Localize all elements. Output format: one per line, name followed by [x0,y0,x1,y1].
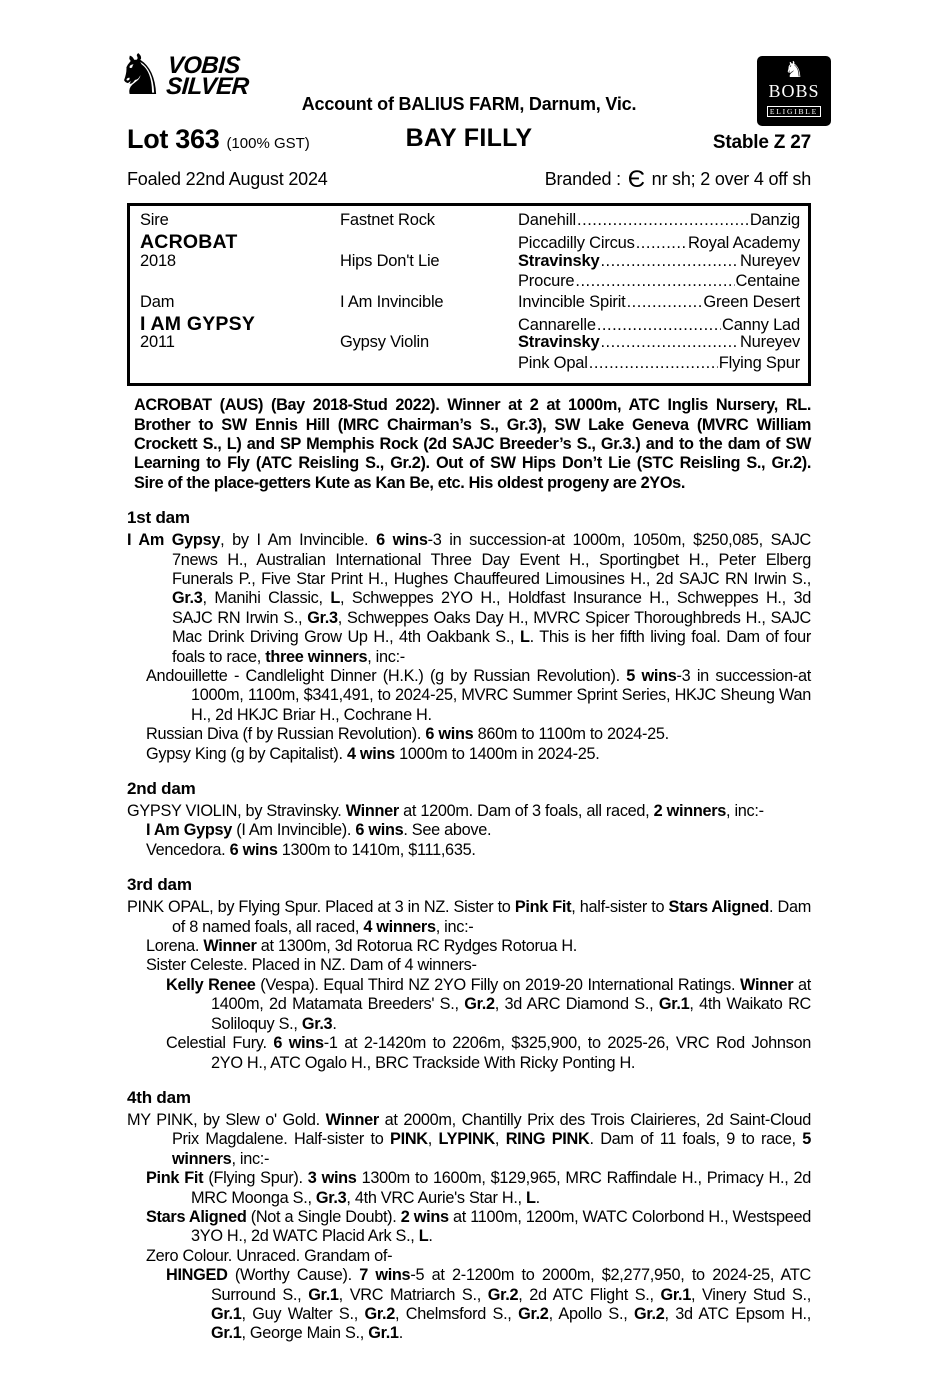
pedigree-label: 2011 [140,333,175,352]
text-segment: Gr.1 [211,1324,242,1343]
section-3rd-dam [127,875,811,1073]
foal-paragraph [146,667,811,725]
text-segment: , Schweppes Oaks Day H., MVRC Spicer Thoroughbreds H., SAJC Mac Drink Driving Grow Up H., 4th Oakbank S., [172,608,811,647]
branded-info [545,166,811,194]
pedigree-ancestry [518,211,800,230]
text-segment: , Schweppes 2YO H., Holdfast Insurance H., Schweppes H., 3d SAJC RN Irwin S., [172,589,811,627]
text-segment: , Chelmsford S., [394,1304,519,1323]
ancestor-sire: Danzig [749,211,800,229]
text-segment: , [494,1130,506,1149]
text-segment: 1300m to 1410m, $111,635. [277,840,476,859]
dam-name: I AM GYPSY [140,312,256,335]
text-segment: ACROBAT (AUS) (Bay 2018-Stud 2022). Winner at 2 at 1000m, ATC Inglis Nursery, RL. Brother to SW Ennis Hill (MRC Chairman’s S., Gr.3), SW Lake Geneva (MVRC William Crockett S., L) and SP Memphis Rock (2d SAJC Breeder’s S., Gr.3.) and to the dam of SW Learning to Fly (ATC Reisling S., Gr.2). Out of SW Hips Don’t Lie (STC Reisling S., Gr.2). Sire of the place-getters Kute as Kan Be, etc. His oldest progeny are 2YOs. [134,396,811,492]
dot-leader [600,252,738,271]
text-segment: I Am Gypsy [146,821,232,840]
pedigree-parent: Gypsy Violin [340,333,430,352]
text-segment: I Am Gypsy [127,531,221,550]
section-heading: 1st dam [127,508,190,528]
dot-leader [597,316,721,335]
vobis-logo-line2: SILVER [165,73,250,100]
pedigree-label: Dam [140,292,175,311]
text-segment: Winner [325,1110,379,1129]
pedigree-row [140,293,800,313]
text-segment: Kelly Renee [166,975,256,994]
dam-paragraph [127,531,811,667]
text-segment: 6 wins [229,840,278,859]
text-segment: Stars Aligned [146,1207,247,1226]
text-segment: (Vespa). Equal Third NZ 2YO Filly on 2019-20 International Ratings. [255,975,741,994]
bobs-horse-icon: ♞ [784,58,804,83]
branded-label: Branded : [544,169,621,189]
gst-note: (100% GST) [226,135,310,152]
text-segment: , Vinery Stud S., [691,1285,811,1304]
text-segment: at 2000m, Chantilly Prix des Trois Clairieres, 2d Saint-Cloud Prix Magdalene. Half-sister to [172,1110,811,1149]
stable-number: Stable Z 27 [712,132,811,153]
text-segment: GYPSY VIOLIN, by Stravinsky. [127,802,346,821]
pedigree-ancestry [518,272,800,291]
text-segment: 860m to 1100m to 2024-25. [473,725,669,744]
dam-paragraph [127,802,811,821]
foal-paragraph [146,1208,811,1247]
account-line: Account of BALIUS FARM, Darnum, Vic. [301,94,637,114]
text-segment: 7 wins [359,1266,411,1285]
text-segment: 5 winners [172,1130,812,1168]
pedigree-row [140,333,800,353]
foal-paragraph [146,937,811,956]
section-2nd-dam [127,779,811,860]
dot-leader [600,333,738,352]
pedigree-row [140,252,800,272]
text-segment: 4 winners [363,917,436,936]
ancestor-sire: Green Desert [703,292,800,311]
text-segment: Winner [203,937,257,956]
ancestor-sire: Centaine [735,272,800,291]
foaled-date: Foaled 22nd August 2024 [127,169,328,189]
text-segment: Gr.3 [315,1188,347,1207]
brand-symbol: Є [627,166,645,193]
vobis-logo-text [165,51,251,100]
text-segment: at 1400m, 2d Matamata Breeders' S., [211,975,811,1014]
text-segment: Gr.1 [368,1324,399,1343]
text-segment: -3 in succession-at 1000m, 1100m, $341,491, to 2024-25, MVRC Summer Sprint Series, HKJC Sheung Wan H., 2d HKJC Briar H., Cochrane H. [191,667,811,724]
text-segment: Gr.2 [518,1304,549,1323]
ancestor-sire: Nureyev [739,333,800,352]
bobs-badge-subtitle: ELIGIBLE [767,106,821,117]
text-segment: 2 winners [653,802,727,821]
foal-paragraph [146,1247,811,1266]
text-segment: 3 wins [307,1169,357,1188]
pedigree-row [140,313,800,333]
text-segment: Gypsy King (g by Capitalist). [146,744,347,763]
text-segment: L [330,589,341,608]
text-segment: . Dam of 11 foals, 9 to race, [589,1130,803,1149]
pedigree-parent: Hips Don't Lie [340,251,440,270]
text-segment: . Dam of 8 named foals, all raced, [172,898,811,936]
foal-paragraph [146,1169,811,1208]
text-segment: 1000m to 1400m in 2024-25. [394,744,600,763]
text-segment: -5 at 2-1200m to 2000m, $2,277,950, to 2024-25, ATC Surround S., [211,1266,812,1304]
text-segment: , inc:- [726,802,764,821]
text-segment: at 1200m. Dam of 3 foals, all raced, [398,802,654,821]
lot-number: Lot 363 [127,124,220,154]
text-segment: , 3d ARC Diamond S., [494,995,659,1014]
text-segment: HINGED [166,1266,228,1285]
text-segment: Gr.2 [364,1304,395,1323]
ancestor-name: Danehill [518,211,577,229]
text-segment: . See above. [403,821,492,840]
text-segment: 6 wins [376,531,428,550]
sire-summary [127,396,811,493]
pedigree-ancestry [518,252,800,271]
text-segment: . [535,1188,540,1207]
ancestor-name: Procure [518,272,575,291]
text-segment: . [332,1014,337,1033]
text-segment: Gr.1 [660,1285,692,1304]
text-segment: , 4th Waikato RC Soliloquy S., [211,995,811,1033]
text-segment: RING PINK [505,1130,590,1149]
section-4th-dam [127,1088,811,1344]
dam-paragraph [127,1111,811,1169]
text-segment: . This is her fifth living foal. Dam of four foals to race, [172,628,811,666]
ancestor-name: Stravinsky [518,333,600,352]
foal-paragraph [146,725,811,744]
text-segment: Sister Celeste. Placed in NZ. Dam of 4 winners- [146,956,477,975]
text-segment: MY PINK, by Slew o' Gold. [127,1110,326,1129]
text-segment: Gr.2 [487,1285,519,1304]
text-segment: Gr.1 [308,1285,339,1304]
vobis-horse-icon: ♞ [115,43,166,108]
text-segment: at 1100m, 1200m, WATC Colorbond H., Westspeed 3YO H., 2d WATC Placid Ark S., [191,1207,811,1246]
text-segment: , Apollo S., [548,1304,634,1323]
text-segment: , half-sister to [571,898,669,917]
ancestor-sire: Nureyev [739,251,800,270]
grandfoal-paragraph [166,1034,811,1073]
section-heading: 3rd dam [127,875,192,895]
grandfoal-paragraph [166,976,811,1034]
text-segment: PINK OPAL, by Flying Spur. Placed at 3 in NZ. Sister to [127,898,515,917]
foal-paragraph [146,956,811,975]
foal-paragraph [146,841,811,860]
text-segment: -1 at 2-1420m to 2206m, $325,900, to 2025-26, VRC Rod Johnson 2YO H., ATC Ogalo H., BRC Trackside With Ricky Ponting H. [211,1034,812,1072]
dot-leader [575,272,734,291]
text-segment: Celestial Fury. [166,1034,274,1053]
text-segment: Andouillette - Candlelight Dinner (H.K.) (g by Russian Revolution). [146,667,627,685]
text-segment: Gr.2 [633,1304,665,1323]
text-segment: Lorena. [146,937,204,956]
bobs-badge-title: BOBS [768,81,820,101]
vobis-logo-line1: VOBIS [167,51,242,79]
text-segment: Gr.3 [307,608,338,627]
text-segment: , inc:- [231,1149,270,1168]
text-segment: 6 wins [273,1034,324,1053]
ancestor-name: Pink Opal [518,353,588,372]
text-segment: LYPINK [438,1130,495,1149]
text-segment: , George Main S., [241,1324,369,1343]
pedigree-row [140,272,800,292]
section-heading: 4th dam [127,1087,191,1107]
sire-name: ACROBAT [140,231,238,254]
text-segment: L [418,1227,429,1246]
pedigree-row [140,354,800,374]
pedigree-parent: I Am Invincible [340,292,444,311]
bobs-eligible-badge [757,56,831,126]
text-segment: , inc:- [435,917,474,936]
header [115,43,820,124]
text-segment: , 3d ATC Epsom H., [664,1304,811,1323]
lot-row [127,124,811,160]
text-segment: Winner [345,802,399,821]
text-segment: , Manihi Classic, [202,589,331,608]
text-segment: 4 wins [346,744,395,763]
pedigree-row [140,211,800,231]
text-segment: , 2d ATC Flight S., [518,1285,661,1304]
text-segment: three winners [265,647,368,666]
text-segment: , 4th VRC Aurie's Star H., [346,1188,526,1207]
text-segment: 5 wins [626,667,677,685]
text-segment: Winner [740,975,794,994]
text-segment: Pink Fit [514,898,572,917]
section-1st-dam [127,508,811,764]
text-segment: (Not a Single Doubt). [246,1207,401,1226]
ancestor-sire: Canny Lad [721,315,800,334]
text-segment: , Guy Walter S., [241,1304,365,1323]
ancestor-name: Stravinsky [518,251,600,270]
ancestor-name: Piccadilly Circus [518,234,635,253]
ancestor-sire: Royal Academy [687,234,800,253]
pedigree-ancestry [518,293,800,312]
text-segment: (Worthy Cause). [227,1266,360,1285]
text-segment: Gr.1 [211,1304,242,1323]
text-segment: Gr.3 [301,1014,333,1033]
pedigree-ancestry [518,354,800,373]
pedigree-ancestry [518,234,800,253]
text-segment: 6 wins [425,725,474,744]
text-segment: L [519,628,530,647]
text-segment: Gr.1 [658,995,690,1014]
text-segment: -3 in succession-at 1000m, 1050m, $250,085, SAJC 7news H., Australian International Three Day Event H., Sportingbet H., Peter Elberg Funerals P., Five Star Print H., Hughes Chauffeured Limousines H., 2d SAJC RN Irwin S., [172,531,812,588]
text-segment: at 1300m, 3d Rotorua RC Rydges Rotorua H. [256,937,578,956]
foal-paragraph [146,821,811,840]
pedigree-row [140,231,800,254]
text-segment: 1300m to 1600m, $129,965, MRC Raffindale H., Primacy H., 2d MRC Moonga S., [191,1169,811,1207]
pedigree-ancestry [518,333,800,352]
text-segment: , VRC Matriarch S., [338,1285,488,1304]
dot-leader [589,354,718,373]
pedigree-label: Sire [140,211,169,229]
pedigree-label: 2018 [140,251,176,270]
ancestor-name: Cannarelle [518,315,596,334]
ancestor-sire: Flying Spur [718,353,800,372]
dot-leader [627,293,703,312]
dot-leader [577,211,749,230]
foal-paragraph [146,745,811,764]
text-segment: , inc:- [367,647,405,666]
text-segment: . [398,1324,403,1343]
text-segment: . [428,1227,433,1246]
text-segment: Vencedora. [146,840,230,859]
text-segment: Gr.2 [464,995,495,1014]
text-segment: (Flying Spur). [203,1169,308,1188]
text-segment: Russian Diva (f by Russian Revolution). [146,725,426,744]
pedigree-parent: Fastnet Rock [340,211,435,229]
pedigree-table [127,203,811,386]
page-content [115,43,820,1344]
ancestor-name: Invincible Spirit [518,292,626,311]
section-heading: 2nd dam [127,779,196,799]
text-segment: , by I Am Invincible. [220,531,377,550]
dot-leader [636,234,687,253]
text-segment: 2 wins [400,1207,449,1226]
foaled-row [127,166,811,194]
text-segment: Pink Fit [146,1169,204,1188]
text-segment: (I Am Invincible). [231,821,356,840]
branded-details: nr sh; 2 over 4 off sh [651,169,811,189]
pedigree-ancestry [518,316,800,335]
text-segment: Gr.3 [172,589,203,608]
text-segment: L [526,1188,536,1207]
horse-description: BAY FILLY [405,124,533,152]
grandfoal-paragraph [166,1266,811,1344]
text-segment: PINK [390,1130,428,1149]
text-segment: Zero Colour. Unraced. Grandam of- [146,1246,393,1265]
text-segment: 6 wins [355,821,404,840]
text-segment: , [427,1130,439,1149]
dam-paragraph [127,898,811,937]
text-segment: Stars Aligned [668,898,770,917]
